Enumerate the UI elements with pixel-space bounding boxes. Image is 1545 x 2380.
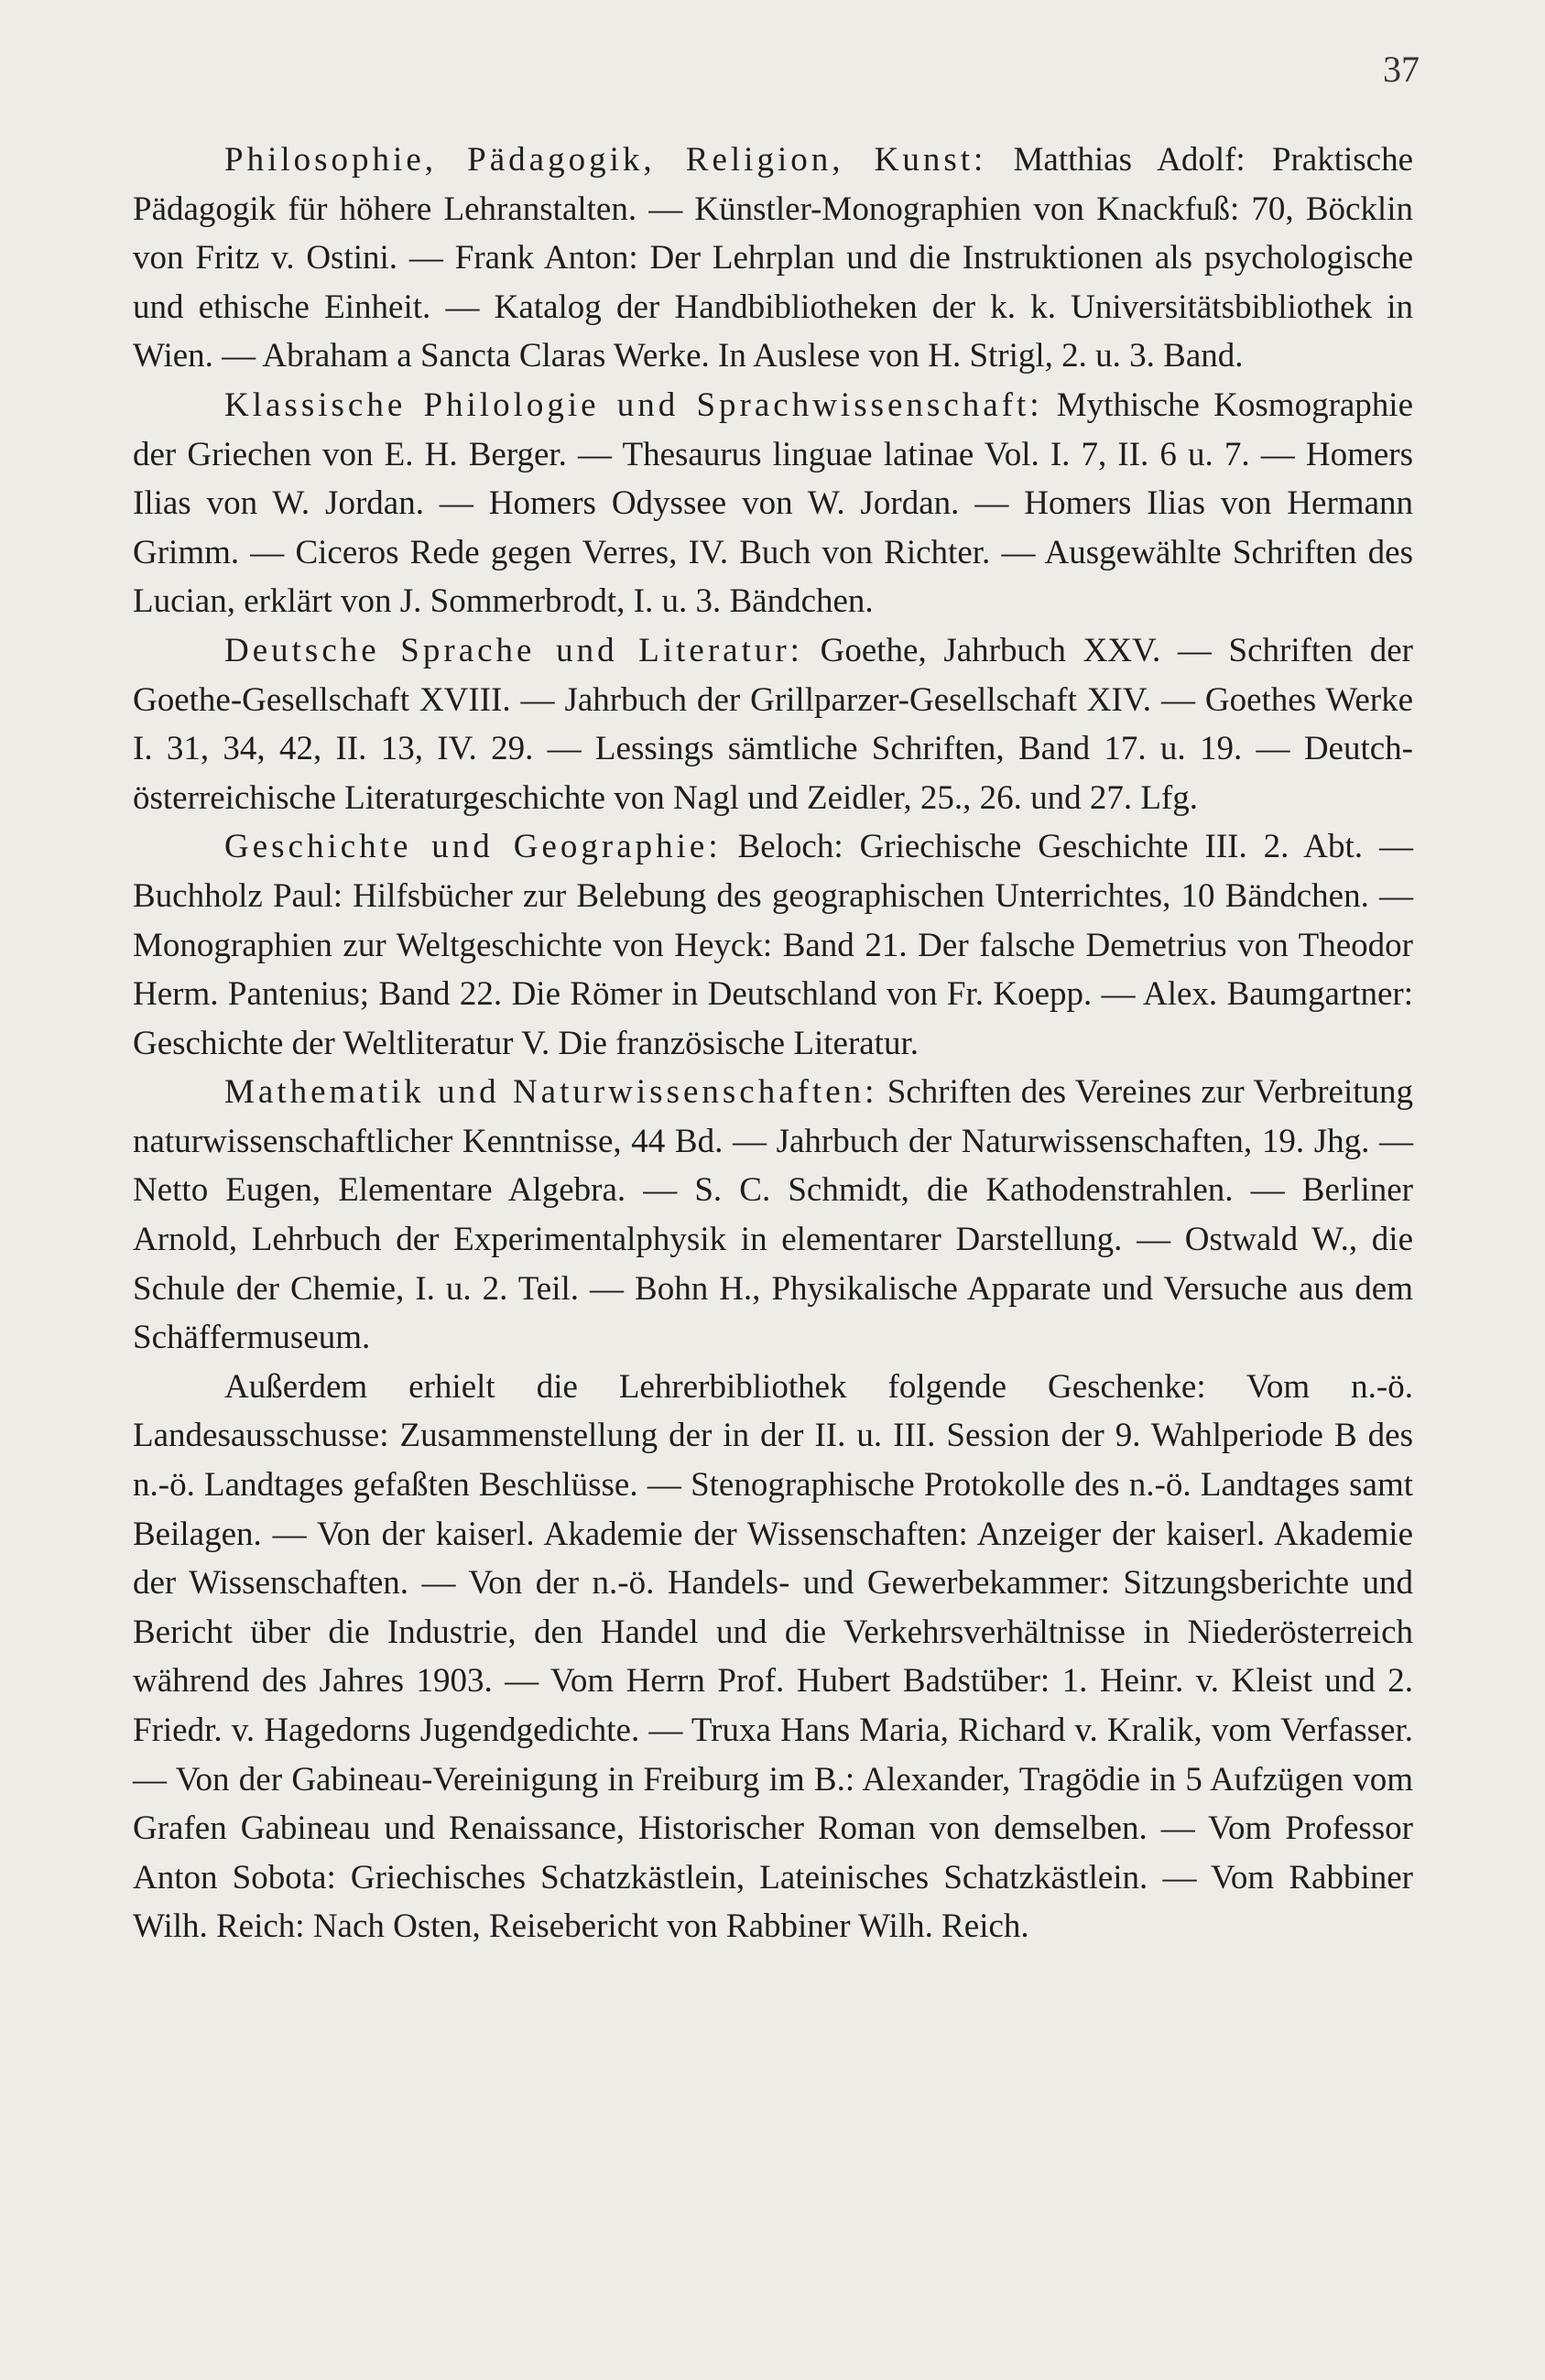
paragraph-text: Goethe, Jahrbuch XXV. — Schriften der Goethe-Gesellschaft XVIII. — Jahrbuch der Grillparzer-Gesellschaft XIV. — Goethes Werke I. 31, 34, 42, II. 13, IV. 29. — Lessings sämtliche Schriften, Band 17. u. 19. — Deutch-österreichische Literaturgeschichte von Nagl und Zeidler, 25., 26. und 27. Lfg. (133, 631, 1414, 817)
section-heading: Klassische Philologie und Sprachwissenschaft: (224, 386, 1043, 424)
paragraph-philosophie (133, 136, 1413, 381)
paragraph-philologie (133, 381, 1413, 626)
paragraph-text: Außerdem erhielt die Lehrerbibliothek folgende Geschenke: Vom n.-ö. Landesausschusse: Zusammenstellung der in der II. u. III. Session der 9. Wahlperiode B des n.-ö. Landtages gefaßten Beschlüsse. — Stenographische Protokolle des n.-ö. Landtages samt Beilagen. — Von der kaiserl. Akademie der Wissenschaften: Anzeiger der kaiserl. Akademie der Wissenschaften. — Von der n.-ö. Handels- und Gewerbekammer: Sitzungsberichte und Bericht über die Industrie, den Handel und die Verkehrsverhältnisse in Niederösterreich während des Jahres 1903. — Vom Herrn Prof. Hubert Badstüber: 1. Heinr. v. Kleist und 2. Friedr. v. Hagedorns Jugendgedichte. — Truxa Hans Maria, Richard v. Kralik, vom Verfasser. — Von der Gabineau-Vereinigung in Freiburg im B.: Alexander, Tragödie in 5 Aufzügen vom Grafen Gabineau und Renaissance, Historischer Roman von demselben. — Vom Professor Anton Sobota: Griechisches Schatzkästlein, Lateinisches Schatzkästlein. — Vom Rabbiner Wilh. Reich: Nach Osten, Reisebericht von Rabbiner Wilh. Reich. (133, 1367, 1413, 1946)
section-heading: Geschichte und Geographie: (224, 828, 722, 866)
paragraph-text: Schriften des Vereines zur Verbreitung naturwissenschaftlicher Kenntnisse, 44 Bd. — Jahrbuch der Naturwissenschaften, 19. Jhg. — Netto Eugen, Elementare Algebra. — S. C. Schmidt, die Kathodenstrahlen. — Berliner Arnold, Lehrbuch der Experimentalphysik in elementarer Darstellung. — Ostwald W., die Schule der Chemie, I. u. 2. Teil. — Bohn H., Physikalische Apparate und Versuche aus dem Schäffermuseum. (133, 1073, 1413, 1357)
section-heading: Philosophie, Pädagogik, Religion, Kunst: (224, 141, 987, 179)
paragraph-deutsche-sprache (133, 626, 1413, 822)
body-text (133, 136, 1413, 1951)
page-number: 37 (1383, 49, 1420, 90)
paragraph-geschichte (133, 822, 1413, 1068)
paragraph-mathematik (133, 1068, 1413, 1363)
paragraph-text: Matthias Adolf: Praktische Pädagogik für höhere Lehranstalten. — Künstler-Monographien von Knackfuß: 70, Böcklin von Fritz v. Ostini. — Frank Anton: Der Lehrplan und die Instruktionen als psychologische und ethische Einheit. — Katalog der Handbibliotheken der k. k. Universitätsbibliothek in Wien. — Abraham a Sancta Claras Werke. In Auslese von H. Strigl, 2. u. 3. Band. (133, 141, 1414, 375)
paragraph-text: Beloch: Griechische Geschichte III. 2. Abt. — Buchholz Paul: Hilfsbücher zur Belebung des geographischen Unterrichtes, 10 Bändchen. — Monographien zur Weltgeschichte von Heyck: Band 21. Der falsche Demetrius von Theodor Herm. Pantenius; Band 22. Die Römer in Deutschland von Fr. Koepp. — Alex. Baumgartner: Geschichte der Weltliteratur V. Die französische Literatur. (133, 828, 1413, 1062)
paragraph-geschenke (133, 1363, 1413, 1951)
section-heading: Deutsche Sprache und Literatur: (224, 631, 803, 669)
paragraph-text: Mythische Kosmographie der Griechen von E. H. Berger. — Thesaurus linguae latinae Vol. I. 7, II. 6 u. 7. — Homers Ilias von W. Jordan. — Homers Odyssee von W. Jordan. — Homers Ilias von Hermann Grimm. — Ciceros Rede gegen Verres, IV. Buch von Richter. — Ausgewählte Schriften des Lucian, erklärt von J. Sommerbrodt, I. u. 3. Bändchen. (133, 386, 1414, 621)
section-heading: Mathematik und Naturwissenschaften: (224, 1073, 878, 1112)
